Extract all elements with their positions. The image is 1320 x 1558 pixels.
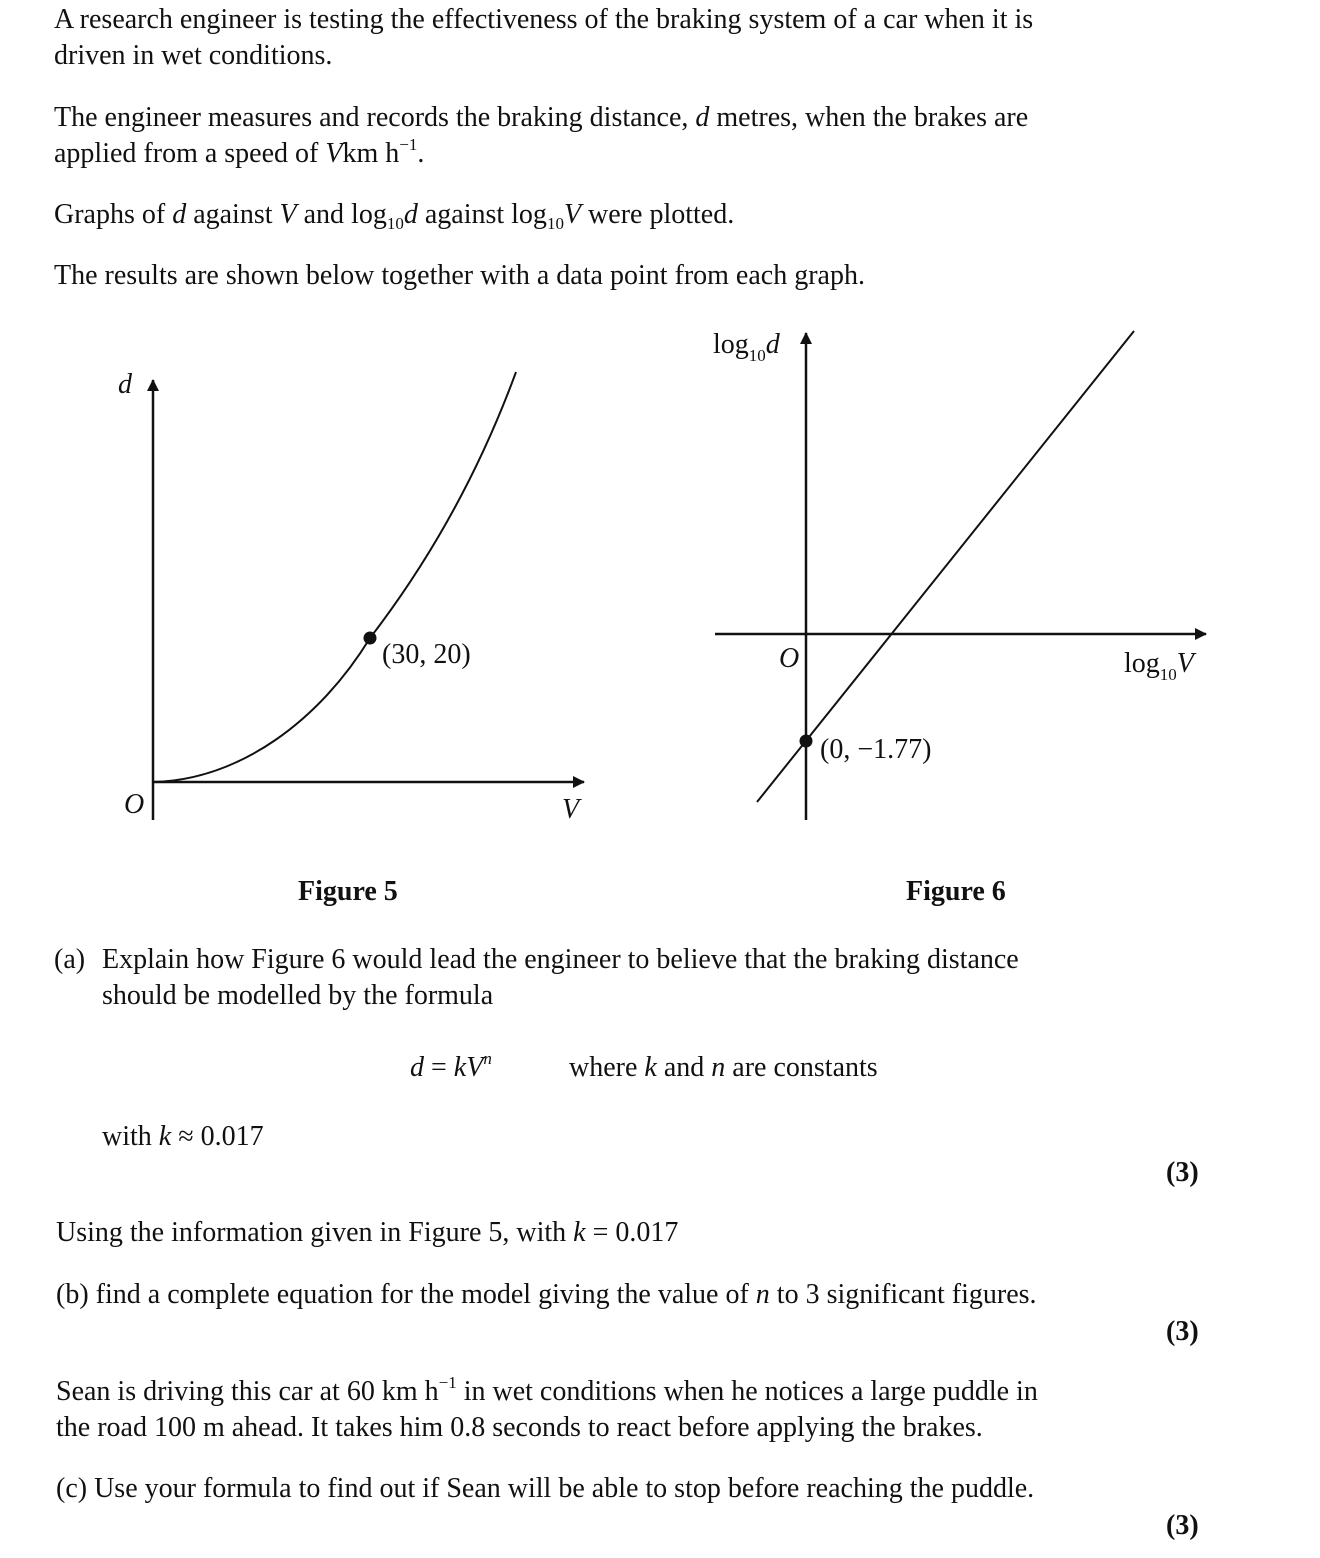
text-run: to 3 significant figures.: [769, 1279, 1037, 1310]
text-run: ≈ 0.017: [171, 1121, 264, 1152]
part-a-line-2: should be modelled by the formula: [102, 980, 494, 1011]
text-run: .: [417, 138, 425, 169]
intro-paragraph-4: The results are shown below together with a data point from each graph.: [54, 260, 865, 291]
figure-6-line: [757, 331, 1134, 802]
figure-5-curve: [153, 372, 516, 782]
variable-k: k: [573, 1217, 586, 1248]
figure-6-x-label: [1124, 648, 1197, 684]
equals-sign: =: [424, 1052, 454, 1083]
log-text: log: [1124, 648, 1160, 679]
figure-5-origin-label: O: [124, 789, 145, 820]
part-b-question: [56, 1277, 1037, 1313]
figure-5: [118, 369, 584, 825]
exponent-n: n: [483, 1049, 492, 1068]
variable-V: V: [563, 199, 582, 230]
variable-d: d: [695, 102, 710, 133]
figure-6-point-label: (0, −1.77): [820, 734, 932, 765]
variable-n: n: [711, 1052, 726, 1083]
variable-d: d: [410, 1052, 424, 1083]
unit-exponent: −1: [399, 135, 418, 154]
figure-5-caption: Figure 5: [298, 876, 398, 907]
variable-V: V: [325, 138, 343, 169]
text-run: in wet conditions when he notices a large puddle in: [456, 1376, 1038, 1407]
unit-text: km h: [342, 138, 400, 169]
log-base: 10: [386, 214, 404, 233]
text-run: Using the information given in Figure 5, with: [56, 1217, 574, 1248]
sean-line-1: [56, 1374, 1038, 1410]
variable-n: n: [755, 1279, 770, 1310]
variable-d: d: [403, 199, 418, 230]
text-run: are constants: [725, 1052, 878, 1083]
intro-line-1: A research engineer is testing the effectiveness of the braking system of a car when it is: [54, 4, 1034, 35]
sean-line-2: the road 100 m ahead. It takes him 0.8 seconds to react before applying the brakes.: [56, 1412, 983, 1443]
figure-6-data-point: [800, 735, 813, 748]
variable-kV: kV: [453, 1052, 484, 1083]
figure-5-point-label: (30, 20): [382, 639, 471, 670]
text-run: Sean is driving this car at 60 km h: [56, 1376, 439, 1407]
text-run: and: [656, 1052, 712, 1083]
part-a-label: (a): [54, 944, 86, 975]
variable-d: d: [172, 199, 187, 230]
text-run: against: [186, 199, 280, 230]
figure-5-data-point: [364, 632, 377, 645]
variable-d: d: [765, 329, 780, 360]
text-run: Graphs of: [54, 199, 173, 230]
text-run: were plotted.: [581, 199, 735, 230]
part-a-marks: (3): [1166, 1157, 1199, 1188]
figure-6-caption: Figure 6: [906, 876, 1006, 907]
text-run: and log: [296, 199, 387, 230]
variable-k: k: [644, 1052, 657, 1083]
part-c-question: [56, 1471, 1034, 1507]
log-base: 10: [748, 346, 766, 365]
log-text: log: [713, 329, 749, 360]
log-base: 10: [546, 214, 564, 233]
variable-V: V: [1176, 648, 1194, 679]
unit-exponent: −1: [438, 1373, 457, 1392]
text-run: against log: [417, 199, 547, 230]
intro-line-2: driven in wet conditions.: [54, 40, 333, 71]
figure-6: [713, 329, 1206, 820]
text-run: with: [102, 1121, 159, 1152]
k-approximation: [102, 1119, 264, 1155]
part-b-marks: (3): [1166, 1316, 1199, 1347]
text-run: find a complete equation for the model giving the value of: [95, 1279, 756, 1310]
variable-V: V: [279, 199, 297, 230]
log-base: 10: [1159, 665, 1177, 684]
figure-5-x-label: V: [562, 794, 580, 825]
part-c-label: (c): [56, 1473, 88, 1504]
text-run: metres, when the brakes are: [709, 102, 1029, 133]
text-run: = 0.017: [585, 1217, 679, 1248]
part-c-marks: (3): [1166, 1510, 1199, 1541]
using-info-line: [56, 1215, 678, 1251]
figure-6-y-label: [713, 329, 781, 365]
part-b-label: (b): [56, 1279, 89, 1310]
variable-k: k: [158, 1121, 172, 1152]
figure-5-y-label: d: [118, 369, 132, 400]
text-run: applied from a speed of: [54, 138, 326, 169]
text-run: The engineer measures and records the braking distance,: [54, 102, 696, 133]
formula: [410, 1050, 492, 1086]
text-run: Use your formula to find out if Sean will be able to stop before reaching the puddle.: [94, 1473, 1035, 1504]
part-a-line-1: Explain how Figure 6 would lead the engineer to believe that the braking distance: [102, 944, 1019, 975]
figure-6-origin-label: O: [779, 643, 800, 674]
formula-constants-note: [569, 1050, 878, 1086]
text-run: where: [569, 1052, 645, 1083]
